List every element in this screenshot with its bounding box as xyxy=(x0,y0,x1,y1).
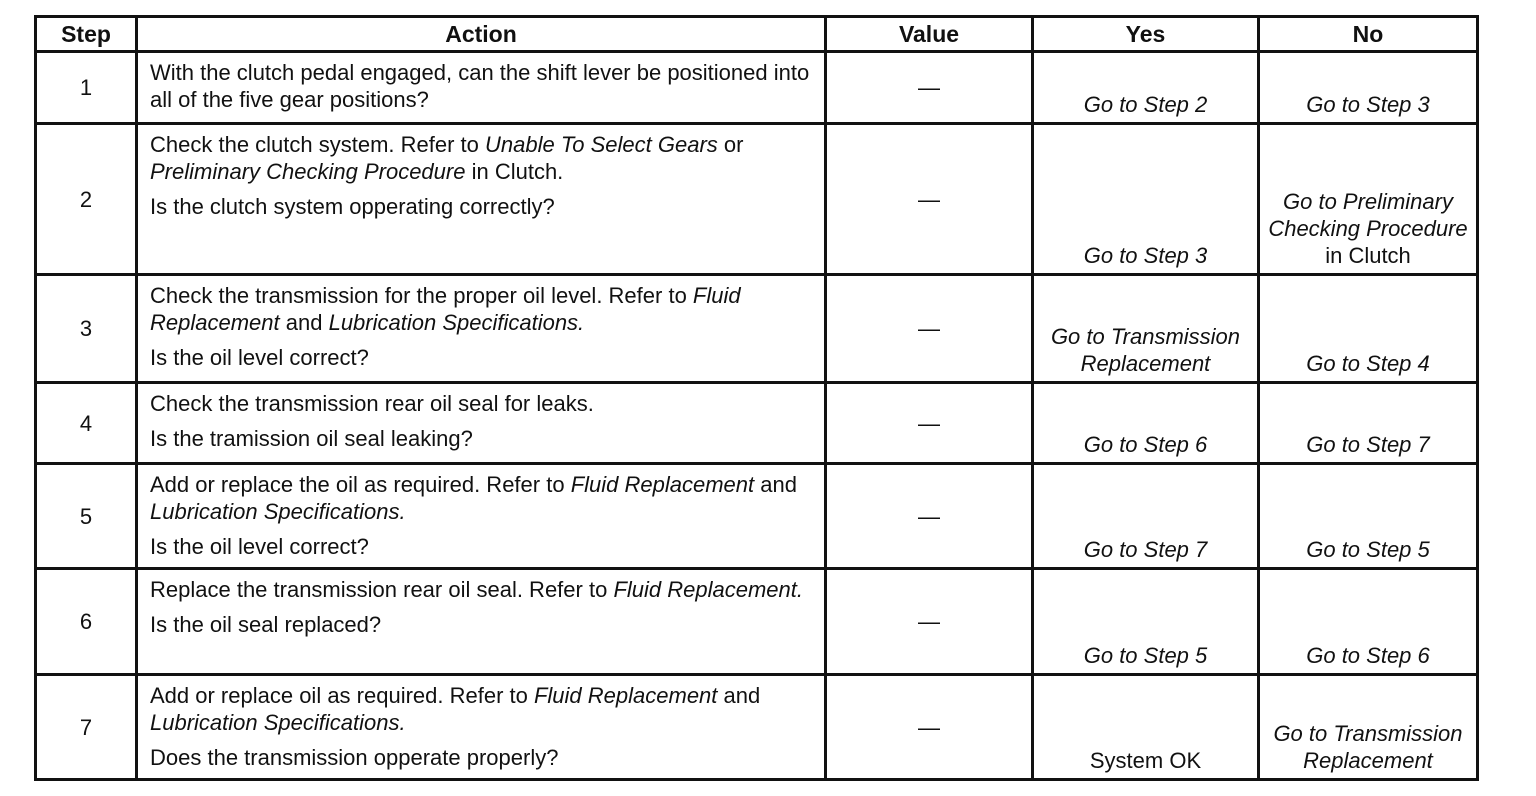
action-text: Check the transmission for the proper oil level. Refer to xyxy=(150,283,693,308)
value-cell xyxy=(826,52,1033,124)
action-text: and xyxy=(717,683,761,708)
action-text: and xyxy=(279,310,329,335)
table-row xyxy=(36,464,1478,569)
action-text: With the clutch pedal engaged, can the shift lever be positioned into all of the five gear positions? xyxy=(150,60,810,112)
value-text: — xyxy=(918,316,940,341)
action-paragraph xyxy=(150,471,816,525)
header-row xyxy=(36,17,1478,52)
step-number: 2 xyxy=(36,124,137,275)
header-value: Value xyxy=(826,17,1033,52)
action-text: in Clutch. xyxy=(465,159,564,184)
action-paragraph xyxy=(150,344,816,371)
action-text: or xyxy=(717,132,744,157)
action-text: Add or replace the oil as required. Refer to xyxy=(150,472,571,497)
table-row xyxy=(36,52,1478,124)
no-cell xyxy=(1259,464,1478,569)
value-text: — xyxy=(918,75,940,100)
action-paragraph xyxy=(150,131,816,185)
action-cell xyxy=(137,124,826,275)
value-cell xyxy=(826,569,1033,675)
yes-cell xyxy=(1033,124,1259,275)
step-number: 3 xyxy=(36,275,137,383)
yes-cell xyxy=(1033,52,1259,124)
no-cell xyxy=(1259,383,1478,464)
table-row xyxy=(36,675,1478,780)
yes-cell xyxy=(1033,275,1259,383)
no-result-text: Go to Transmission Replacement xyxy=(1273,721,1463,773)
table-body xyxy=(36,52,1478,780)
no-result-text: Go to Preliminary Checking Procedure xyxy=(1268,189,1468,241)
yes-cell xyxy=(1033,675,1259,780)
action-reference-text: Fluid Replacement xyxy=(150,283,741,335)
table-row xyxy=(36,275,1478,383)
yes-cell xyxy=(1033,383,1259,464)
no-result-text: Go to Step 3 xyxy=(1306,92,1430,117)
table-row xyxy=(36,124,1478,275)
action-text: Is the clutch system opperating correctly? xyxy=(150,194,555,219)
yes-result-text: Go to Step 6 xyxy=(1083,432,1208,457)
action-cell xyxy=(137,275,826,383)
action-text: Add or replace oil as required. Refer to xyxy=(150,683,534,708)
no-result-text: Go to Step 6 xyxy=(1306,643,1430,668)
action-text: Check the transmission rear oil seal for leaks. xyxy=(150,391,594,416)
yes-result-text: Go to Step 7 xyxy=(1083,537,1208,562)
action-text: Is the oil level correct? xyxy=(150,534,369,559)
yes-cell xyxy=(1033,464,1259,569)
value-cell xyxy=(826,675,1033,780)
action-reference-text: Fluid Replacement xyxy=(570,472,755,497)
action-cell xyxy=(137,569,826,675)
header-no: No xyxy=(1259,17,1478,52)
header-action: Action xyxy=(137,17,826,52)
no-cell xyxy=(1259,52,1478,124)
value-cell xyxy=(826,464,1033,569)
action-reference-text: Lubrication Specifications. xyxy=(150,710,406,735)
action-text: Check the clutch system. Refer to xyxy=(150,132,486,157)
action-cell xyxy=(137,383,826,464)
value-text: — xyxy=(918,186,940,212)
header-yes: Yes xyxy=(1033,17,1259,52)
action-text: Does the transmission opperate properly? xyxy=(150,745,559,770)
value-text: — xyxy=(918,410,940,436)
step-number: 6 xyxy=(36,569,137,675)
step-number: 1 xyxy=(36,52,137,124)
action-cell xyxy=(137,52,826,124)
yes-result-text: Go to Step 3 xyxy=(1083,243,1208,268)
action-cell xyxy=(137,464,826,569)
diagnostic-table-container xyxy=(34,15,1476,781)
action-text: Is the oil seal replaced? xyxy=(150,612,382,637)
action-reference-text: Unable To Select Gears xyxy=(485,132,718,157)
value-cell xyxy=(826,275,1033,383)
action-text: and xyxy=(754,472,797,497)
yes-cell xyxy=(1033,569,1259,675)
step-number: 7 xyxy=(36,675,137,780)
step-number: 5 xyxy=(36,464,137,569)
action-paragraph xyxy=(150,682,816,736)
action-paragraph xyxy=(150,744,816,771)
action-paragraph xyxy=(150,533,816,560)
action-paragraph xyxy=(150,282,816,336)
value-cell xyxy=(826,124,1033,275)
action-paragraph xyxy=(150,576,816,603)
value-text: — xyxy=(918,714,940,740)
action-paragraph xyxy=(150,193,816,220)
action-text: Is the oil level correct? xyxy=(150,345,369,370)
diagnostic-table xyxy=(34,15,1479,781)
no-cell xyxy=(1259,124,1478,275)
no-cell xyxy=(1259,275,1478,383)
header-step: Step xyxy=(36,17,137,52)
yes-result-text: System OK xyxy=(1089,748,1202,773)
no-result-text: Go to Step 4 xyxy=(1306,351,1430,376)
action-reference-text: Preliminary Checking Procedure xyxy=(150,159,466,184)
no-result-text: Go to Step 7 xyxy=(1306,432,1430,457)
table-row xyxy=(36,569,1478,675)
yes-result-text: Go to Transmission Replacement xyxy=(1050,324,1241,376)
value-cell xyxy=(826,383,1033,464)
yes-result-text: Go to Step 5 xyxy=(1083,643,1208,668)
step-number: 4 xyxy=(36,383,137,464)
action-reference-text: Lubrication Specifications. xyxy=(150,499,406,524)
yes-result-text: Go to Step 2 xyxy=(1083,92,1208,117)
no-result-text: Go to Step 5 xyxy=(1306,537,1430,562)
no-cell xyxy=(1259,675,1478,780)
value-text: — xyxy=(918,503,940,529)
action-reference-text: Lubrication Specifications. xyxy=(328,310,585,335)
action-paragraph xyxy=(150,425,816,452)
table-row xyxy=(36,383,1478,464)
action-paragraph xyxy=(150,390,816,417)
action-reference-text: Fluid Replacement. xyxy=(613,577,803,602)
no-cell xyxy=(1259,569,1478,675)
action-cell xyxy=(137,675,826,780)
action-reference-text: Fluid Replacement xyxy=(533,683,718,708)
action-paragraph xyxy=(150,59,816,113)
action-text: Is the tramission oil seal leaking? xyxy=(150,426,473,451)
action-paragraph xyxy=(150,611,816,638)
no-result-text: in Clutch xyxy=(1325,243,1411,268)
value-text: — xyxy=(918,609,940,634)
action-text: Replace the transmission rear oil seal. Refer to xyxy=(150,577,614,602)
